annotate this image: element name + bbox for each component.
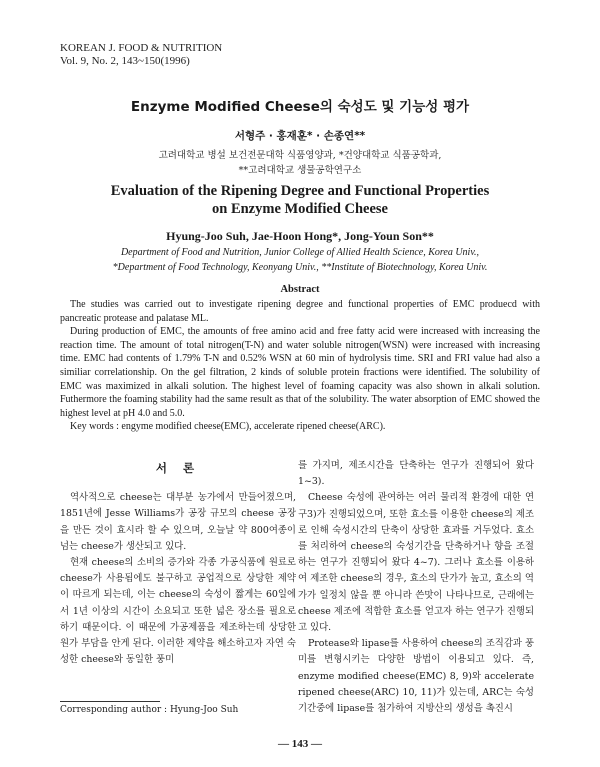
body-paragraph: 현재 cheese의 소비의 증가와 각종 가공식품에 원료로 cheese가 사용됨에도 불구하고 공업적으로 상당한 제약이 따르게 되는데, 이는 cheese의 숙성이 짧게는 60일에서 1년 이상의 시간이 소요되고 또한 넓은 장소를 필요로 하기 때문이다. 이 때문에 가공제품을 제조하는데 상당한 원가 부담을 안게 된다. 이러한 제약을 해소하고자 자연 숙성한 cheese와 동일한 풍미 xyxy=(60,557,296,666)
english-affiliation-2: *Department of Food Technology, Keonyang Univ., **Institute of Biotechnology, Korea Univ. xyxy=(112,262,488,273)
korean-affiliation-1: 고려대학교 병설 보건전문대학 식품영양과, *건양대학교 식품공학과, xyxy=(158,150,442,161)
corresponding-author-footnote: Corresponding author : Hyung-Joo Suh xyxy=(60,705,239,715)
korean-affiliation-2: **고려대학교 생물공학연구소 xyxy=(238,165,362,176)
english-affiliation-1: Department of Food and Nutrition, Junior College of Allied Health Science, Korea Univ., xyxy=(120,247,480,258)
page-number: — 143 — xyxy=(278,738,322,750)
body-paragraph: Protease와 lipase를 사용하여 cheese의 조직감과 풍미를 변형시키는 다양한 방법이 이용되고 있다. 즉, enzyme modified cheese(EMC) 8, 9)와 accelerate ripened cheese(ARC) 10, 11)가 있는데, ARC는 숙성기간중에 lipase를 첨가하여 지방산의 생성을 촉진시 xyxy=(298,638,534,715)
body-paragraph: 역사적으로 cheese는 대부분 농가에서 만들어졌으며, 1851년에 Jesse Williams가 공장 규모의 cheese 공장을 만든 것이 효시라 할 수 있으며, 오늘날 약 800여종이 넘는 cheese가 생산되고 있다. xyxy=(60,492,296,552)
korean-title: Enzyme Modified Cheese의 숙성도 및 기능성 평가 xyxy=(130,99,470,115)
journal-citation xyxy=(60,42,222,68)
english-title-line-1: Evaluation of the Ripening Degree and Functional Properties xyxy=(110,183,490,199)
english-authors: Hyung-Joo Suh, Jae-Hoon Hong*, Jong-Youn Son** xyxy=(166,229,434,243)
body-paragraph: 를 가지며, 제조시간을 단축하는 연구가 진행되어 왔다 1~3). xyxy=(298,460,534,488)
english-title xyxy=(0,182,600,218)
introduction-heading: 서 론 xyxy=(155,461,201,475)
korean-authors: 서형주 · 홍재훈* · 손종연** xyxy=(234,130,366,142)
english-title-line-2: on Enzyme Modified Cheese xyxy=(212,201,388,217)
body-paragraph: Cheese 숙성에 관여하는 여러 물리적 환경에 대한 연구3)가 진행되었으며, 또한 효소를 이용한 cheese의 제조로 인해 숙성시간의 단축이 상당한 효과를 거두었다. 효소를 처리하여 cheese의 숙성기간을 단축하거나 향을 조절하는 연구가 진행되어 왔다 4~7). 그러나 효소를 이용하여 제조한 cheese의 경우, 효소의 단가가 높고, 효소의 역가가 일정치 않을 뿐 아니라 쓴맛이 나타나므로, 근래에는 cheese 제조에 적합한 효소를 얻고자 하는 연구가 진행되고 있다. xyxy=(298,492,534,634)
keywords: Key words : engyme modified cheese(EMC), accelerate ripened cheese(ARC). xyxy=(70,421,386,433)
abstract-body xyxy=(60,298,540,434)
left-column xyxy=(60,458,296,668)
abstract-heading: Abstract xyxy=(280,284,320,295)
abstract-paragraph: During production of EMC, the amounts of free amino acid and free fatty acid were increased with increasing the reaction time. The amount of total nitrogen(T-N) and water soluble nitrogen(WSN) were increased with increasing time. EMC had contents of 1.79% T-N and 0.52% WSN at 60 min of hydrolysis time. SRI and FRI value had also a similiar correlationship. On the gel filtration, 2 kinds of soluble protein fractions were identified. The solubility of EMC was maximized in alkali solution. The highest level of foaming capacity was also shown in alkali solution. Futhermore the foaming stability had the same result as that of the solubility. The water absorption of EMC showed the highest level at pH 4.0 and 5.0. xyxy=(60,326,540,419)
journal-volume: Vol. 9, No. 2, 143~150(1996) xyxy=(60,55,190,67)
abstract-paragraph: The studies was carried out to investigate ripening degree and functional properties of EMC produecd with pancreatic protease and palatase ML. xyxy=(60,299,540,324)
journal-name: KOREAN J. FOOD & NUTRITION xyxy=(60,42,223,54)
right-column xyxy=(298,458,534,717)
footnote-rule xyxy=(60,701,160,702)
